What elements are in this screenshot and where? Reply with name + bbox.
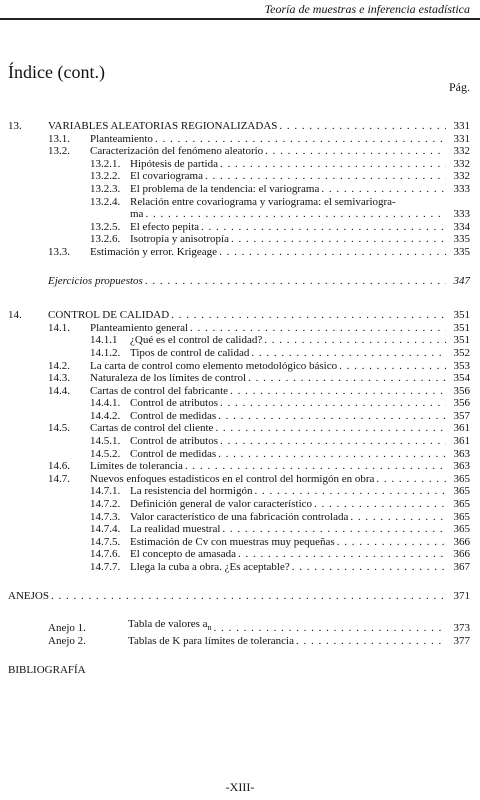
dot-leader <box>292 561 446 574</box>
toc-title: Cartas de control del fabricante <box>90 384 229 397</box>
toc-number: 14.4.1. <box>90 397 121 410</box>
toc-title: Tablas de K para límites de tolerancia <box>128 634 294 647</box>
toc-page: 356 <box>453 397 470 410</box>
dot-leader <box>218 448 446 461</box>
toc-number: 13. <box>8 120 22 132</box>
toc-page: 353 <box>453 359 470 372</box>
toc-number: 14.7.2. <box>90 498 121 511</box>
toc-entry <box>0 385 480 398</box>
toc-number: 14.7.6. <box>90 548 121 561</box>
toc-page: 365 <box>453 498 470 511</box>
toc-title: Control de atributos <box>130 397 218 410</box>
dot-leader <box>230 385 446 398</box>
toc-entry <box>0 511 480 524</box>
toc-page: 366 <box>453 535 470 548</box>
toc-page: 377 <box>453 634 470 647</box>
toc-number: 14.7.5. <box>90 535 121 548</box>
toc-number: 13.2.6. <box>90 233 121 246</box>
toc-entry-annex <box>0 635 480 648</box>
toc-title: La realidad muestral <box>130 523 221 536</box>
toc-entry <box>0 145 480 158</box>
toc-number: 13.2.3. <box>90 182 121 195</box>
toc-number: 14.7.3. <box>90 510 121 523</box>
toc-title <box>128 618 212 635</box>
toc-title: Tipos de control de calidad <box>130 346 250 359</box>
toc-entry <box>0 334 480 347</box>
table-of-contents <box>0 120 480 676</box>
toc-page: 332 <box>453 157 470 170</box>
toc-entry <box>0 322 480 335</box>
toc-page: 365 <box>453 485 470 498</box>
toc-entry <box>0 183 480 196</box>
toc-title: Control de atributos <box>130 435 218 448</box>
toc-entry-chapter-14 <box>0 309 480 322</box>
toc-number: 14.5. <box>48 422 70 435</box>
dot-leader <box>350 511 446 524</box>
toc-page: 356 <box>453 384 470 397</box>
dot-leader <box>214 622 446 635</box>
toc-number: 14.7.4. <box>90 523 121 536</box>
toc-title: ANEJOS <box>8 589 49 602</box>
toc-entry <box>0 422 480 435</box>
toc-title: Llega la cuba a obra. ¿Es aceptable? <box>130 561 290 573</box>
toc-title: CONTROL DE CALIDAD <box>48 309 170 322</box>
toc-page: 361 <box>453 435 470 448</box>
toc-number: 14.5.1. <box>90 435 121 448</box>
toc-entry <box>0 196 480 209</box>
toc-number: 13.3. <box>48 245 70 258</box>
toc-title: Cartas de control del cliente <box>90 422 214 435</box>
dot-leader <box>171 309 446 322</box>
toc-entry <box>0 221 480 234</box>
dot-leader <box>205 170 446 183</box>
toc-number: 14.6. <box>48 460 70 473</box>
toc-entry <box>0 498 480 511</box>
page-title: Índice (cont.) <box>8 62 105 82</box>
annex-title-text: Tabla de valores a <box>128 618 208 631</box>
toc-page: 365 <box>453 510 470 523</box>
toc-title: Hipótesis de partida <box>130 157 218 170</box>
toc-number: 13.2.2. <box>90 170 121 183</box>
dot-leader <box>231 233 446 246</box>
toc-entry <box>0 561 480 574</box>
toc-title: El covariograma <box>130 170 203 183</box>
dot-leader <box>279 120 446 133</box>
toc-entry <box>0 372 480 385</box>
toc-title: La resistencia del hormigón <box>130 485 253 498</box>
toc-title: Naturaleza de los límites de control <box>90 372 247 385</box>
toc-page: 334 <box>453 220 470 233</box>
dot-leader <box>314 498 446 511</box>
toc-page: 331 <box>453 120 470 132</box>
toc-entry-annex <box>0 618 480 635</box>
toc-page: 357 <box>453 409 470 422</box>
toc-page: 333 <box>453 208 470 221</box>
toc-page: 331 <box>453 132 470 145</box>
page-number: -XIII- <box>225 780 255 794</box>
dot-leader <box>339 360 446 373</box>
toc-page: 363 <box>453 447 470 460</box>
dot-leader <box>218 410 446 423</box>
toc-page: 366 <box>453 548 470 561</box>
dot-leader <box>145 208 446 221</box>
toc-entry <box>0 360 480 373</box>
toc-entry <box>0 460 480 473</box>
dot-leader <box>201 221 446 234</box>
toc-entry <box>0 485 480 498</box>
toc-title: La carta de control como elemento metodológico básico <box>90 359 338 372</box>
toc-entry <box>0 473 480 486</box>
toc-title: ma <box>130 208 144 221</box>
toc-number: 14.7.1. <box>90 485 121 498</box>
toc-title: Planteamiento <box>90 132 153 145</box>
dot-leader <box>190 322 446 335</box>
toc-page: 332 <box>453 170 470 183</box>
toc-entry <box>0 246 480 259</box>
toc-entry-chapter-13 <box>0 120 480 133</box>
toc-entry-continuation <box>0 208 480 221</box>
toc-number: 14.5.2. <box>90 447 121 460</box>
dot-leader <box>321 183 446 196</box>
dot-leader <box>219 246 446 259</box>
dot-leader <box>337 536 446 549</box>
dot-leader <box>185 460 446 473</box>
toc-title: ¿Qué es el control de calidad? <box>130 334 263 347</box>
dot-leader <box>376 473 446 486</box>
toc-title: Ejercicios propuestos <box>48 274 143 287</box>
toc-entry <box>0 170 480 183</box>
toc-page: 373 <box>453 622 470 635</box>
toc-entry <box>0 410 480 423</box>
toc-number: 14.1.1 <box>90 334 118 347</box>
toc-page: 351 <box>453 321 470 334</box>
toc-page: 363 <box>453 460 470 473</box>
toc-page: 361 <box>453 422 470 435</box>
toc-number: 14.1. <box>48 321 70 334</box>
toc-number: 14.7.7. <box>90 561 121 573</box>
toc-page: 365 <box>453 523 470 536</box>
toc-page: 332 <box>453 145 470 158</box>
toc-number: 14.7. <box>48 472 70 485</box>
toc-title: Definición general de valor característico <box>130 498 313 511</box>
toc-title: BIBLIOGRAFÍA <box>8 663 86 676</box>
header-rule <box>0 18 480 20</box>
toc-title: Valor característico de una fabricación controlada <box>130 510 349 523</box>
toc-page: 347 <box>453 274 470 287</box>
toc-title: Planteamiento general <box>90 321 189 334</box>
toc-title: Nuevos enfoques estadísticos en el control del hormigón en obra <box>90 472 375 485</box>
dot-leader <box>238 548 446 561</box>
dot-leader <box>251 347 446 360</box>
toc-title: Control de medidas <box>130 447 217 460</box>
toc-title: Relación entre covariograma y variograma: el semivariogra- <box>130 195 396 208</box>
dot-leader <box>145 275 446 288</box>
toc-page: 335 <box>453 233 470 246</box>
toc-number: 14.3. <box>48 372 70 385</box>
toc-title: VARIABLES ALEATORIAS REGIONALIZADAS <box>48 120 278 132</box>
toc-number: 14.2. <box>48 359 70 372</box>
toc-page: 351 <box>453 334 470 347</box>
running-head: Teoría de muestras e inferencia estadística <box>264 2 470 16</box>
toc-number: Anejo 2. <box>48 634 86 647</box>
toc-title: Estimación y error. Krigeage <box>90 245 218 258</box>
toc-page: 367 <box>453 561 470 573</box>
toc-page: 333 <box>453 182 470 195</box>
toc-entry <box>0 233 480 246</box>
toc-page: 371 <box>453 589 470 602</box>
toc-number: 14.4. <box>48 384 70 397</box>
toc-entry <box>0 536 480 549</box>
dot-leader <box>51 590 446 603</box>
dot-leader <box>155 133 446 146</box>
toc-number: 13.1. <box>48 132 70 145</box>
toc-entry <box>0 523 480 536</box>
dot-leader <box>215 422 446 435</box>
toc-entry <box>0 435 480 448</box>
toc-page: 335 <box>453 245 470 258</box>
toc-number: 13.2.5. <box>90 220 121 233</box>
dot-leader <box>264 334 446 347</box>
toc-title: El efecto pepita <box>130 220 200 233</box>
toc-entry <box>0 448 480 461</box>
toc-entry <box>0 158 480 171</box>
toc-entry <box>0 347 480 360</box>
toc-number: 14.1.2. <box>90 346 121 359</box>
toc-title: Isotropía y anisotropía <box>130 233 229 246</box>
toc-page: 351 <box>453 309 470 322</box>
toc-title: Control de medidas <box>130 409 217 422</box>
dot-leader <box>220 397 446 410</box>
toc-title: El problema de la tendencia: el variograma <box>130 182 320 195</box>
dot-leader <box>296 635 446 648</box>
dot-leader <box>248 372 446 385</box>
toc-entry <box>0 548 480 561</box>
toc-entry-bibliography <box>0 664 480 677</box>
dot-leader <box>220 158 446 171</box>
toc-entry-exercises <box>0 275 480 288</box>
toc-title: Caracterización del fenómeno aleatorio <box>90 145 264 158</box>
dot-leader <box>220 435 446 448</box>
toc-title: Límites de tolerancia <box>90 460 183 473</box>
toc-title: Estimación de Cv con muestras muy pequeñas <box>130 535 335 548</box>
dot-leader <box>222 523 446 536</box>
toc-number: 14.4.2. <box>90 409 121 422</box>
toc-entry-anejos <box>0 590 480 603</box>
toc-title: El concepto de amasada <box>130 548 236 561</box>
dot-leader <box>255 485 447 498</box>
toc-number: 14. <box>8 309 22 322</box>
toc-entry <box>0 397 480 410</box>
toc-number: 13.2.4. <box>90 195 121 208</box>
subscript-n: n <box>207 623 212 633</box>
toc-page: 352 <box>453 346 470 359</box>
toc-number: Anejo 1. <box>48 622 86 635</box>
toc-entry <box>0 133 480 146</box>
toc-page: 354 <box>453 372 470 385</box>
toc-number: 13.2. <box>48 145 70 158</box>
page-column-label: Pág. <box>449 80 470 94</box>
dot-leader <box>265 145 446 158</box>
toc-page: 365 <box>453 472 470 485</box>
toc-number: 13.2.1. <box>90 157 121 170</box>
